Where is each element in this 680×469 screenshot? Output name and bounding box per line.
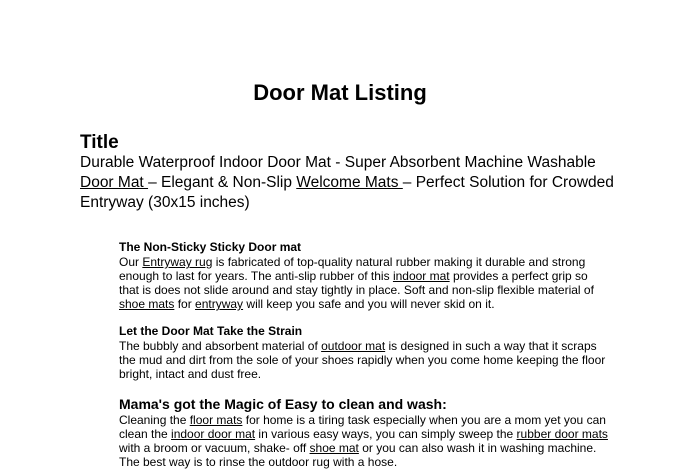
shoe-mats-keyword: shoe mats (119, 297, 175, 311)
product-title-text (80, 153, 625, 213)
body-text-part: or you can also wash it in washing machine. The best way is to rinse the outdoor rug with a hose. (119, 441, 597, 469)
door-mat-keyword: Door Mat (80, 174, 149, 191)
section-take-the-strain (119, 324, 609, 381)
title-text-part: – Perfect Solution for Crowded Entryway (30x15 inches) (80, 174, 614, 211)
section-body (119, 339, 609, 381)
outdoor-mat-keyword: outdoor mat (321, 339, 386, 353)
body-text-part: for home is a tiring task especially when you are a mom yet you can clean the (119, 413, 606, 441)
body-text-part: The bubbly and absorbent material of (119, 339, 322, 353)
entryway-rug-keyword: Entryway rug (142, 255, 213, 269)
body-text-part: provides a perfect grip so that is does not slide around and stay tightly in place. Soft and non-slip flexible material of (119, 269, 594, 297)
section-easy-to-clean (119, 396, 609, 469)
indoor-door-mat-keyword: indoor door mat (171, 427, 256, 441)
body-text-part: for (174, 297, 196, 311)
section-heading: The Non-Sticky Sticky Door mat (119, 240, 302, 254)
page-title: Door Mat Listing (253, 80, 427, 105)
entryway-keyword: entryway (195, 297, 244, 311)
body-text-part: Cleaning the (119, 413, 190, 427)
floor-mats-keyword: floor mats (189, 413, 243, 427)
welcome-mats-keyword: Welcome Mats (296, 174, 403, 191)
body-text-part: Our (119, 255, 143, 269)
title-text-part: Durable Waterproof Indoor Door Mat - Super Absorbent Machine Washable (80, 154, 596, 171)
title-section-label: Title (80, 132, 119, 153)
indoor-mat-keyword: indoor mat (392, 269, 450, 283)
body-text-part: in various easy ways, you can simply sweep the (255, 427, 517, 441)
section-body (119, 255, 609, 311)
body-text-part: is fabricated of top-quality natural rubber making it durable and strong enough to last for years. The anti-slip rubber of this (119, 255, 586, 283)
body-text-part: will keep you safe and you will never skid on it. (243, 297, 495, 311)
section-heading: Mama's got the Magic of Easy to clean and wash: (119, 396, 447, 412)
section-non-sticky (119, 240, 609, 311)
section-heading: Let the Door Mat Take the Strain (119, 324, 303, 338)
section-body (119, 413, 609, 469)
rubber-door-mats-keyword: rubber door mats (516, 427, 608, 441)
shoe-mat-keyword: shoe mat (309, 441, 359, 455)
body-text-part: with a broom or vacuum, shake- off (119, 441, 310, 455)
title-text-part: – Elegant & Non-Slip (148, 174, 297, 191)
body-text-part: is designed in such a way that it scraps the mud and dirt from the sole of your shoes rapidly when you come home keeping the floor bright, intact and dust free. (119, 339, 606, 381)
